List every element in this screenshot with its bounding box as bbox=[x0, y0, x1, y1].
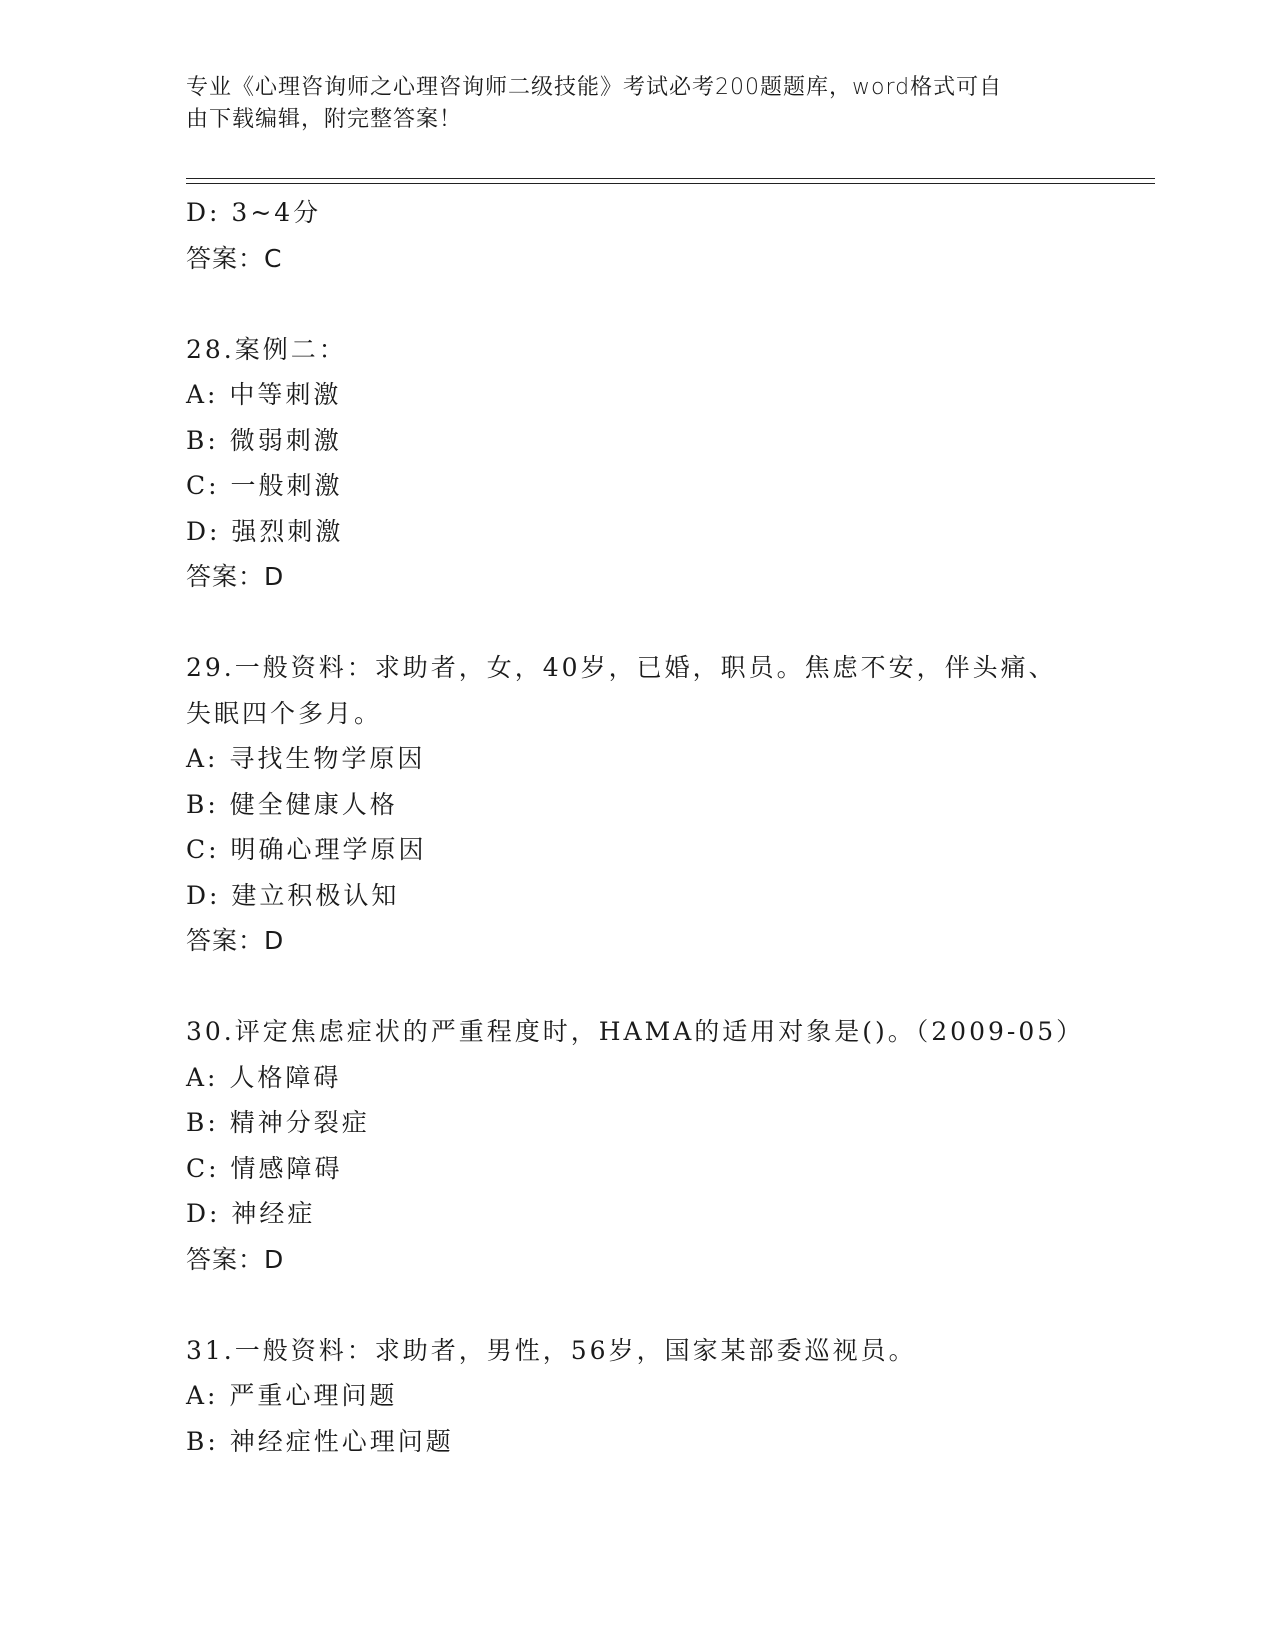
answer: 答案：C bbox=[186, 243, 283, 273]
option-b: B: 健全健康人格 bbox=[186, 789, 398, 819]
document-header bbox=[186, 72, 1066, 136]
option-d: D: 建立积极认知 bbox=[186, 880, 400, 910]
spacer bbox=[186, 964, 1155, 1010]
answer: 答案：D bbox=[186, 926, 285, 955]
header-line-1: 专业《心理咨询师之心理咨询师二级技能》考试必考200题题库，word格式可自 bbox=[186, 75, 1003, 100]
question-28 bbox=[186, 327, 1155, 600]
question-31 bbox=[186, 1328, 1155, 1465]
question-stem: 31.一般资料：求助者，男性，56岁，国家某部委巡视员。 bbox=[186, 1335, 917, 1365]
spacer bbox=[186, 281, 1155, 327]
option-d: D: 神经症 bbox=[186, 1199, 316, 1228]
answer: 答案：D bbox=[186, 1244, 285, 1274]
option-b: B: 精神分裂症 bbox=[186, 1108, 370, 1137]
header-divider-top bbox=[186, 178, 1155, 179]
header-line-2: 由下载编辑，附完整答案！ bbox=[186, 107, 463, 132]
answer: 答案：D bbox=[186, 562, 285, 591]
spacer bbox=[186, 1282, 1155, 1328]
option-b: B: 神经症性心理问题 bbox=[186, 1426, 454, 1456]
option-a: A: 寻找生物学原因 bbox=[186, 744, 426, 773]
spacer bbox=[186, 600, 1155, 646]
question-stem: 28.案例二： bbox=[186, 334, 347, 364]
question-list bbox=[186, 190, 1155, 1464]
option-b: B: 微弱刺激 bbox=[186, 425, 342, 455]
question-stem: 30.评定焦虑症状的严重程度时，HAMA的适用对象是()。（2009-05） bbox=[186, 1017, 1085, 1046]
option-c: C: 明确心理学原因 bbox=[186, 835, 427, 864]
option-a: A: 严重心理问题 bbox=[186, 1381, 398, 1410]
option-d: D: 强烈刺激 bbox=[186, 516, 344, 546]
option-c: C: 情感障碍 bbox=[186, 1153, 343, 1183]
question-29 bbox=[186, 645, 1155, 964]
header-divider-bottom bbox=[186, 183, 1155, 184]
option-c: C: 一般刺激 bbox=[186, 471, 343, 500]
question-30 bbox=[186, 1009, 1155, 1282]
question-stem: 29.一般资料：求助者，女，40岁，已婚，职员。焦虑不安，伴头痛、 bbox=[186, 653, 1057, 682]
option-a: A: 人格障碍 bbox=[186, 1062, 342, 1092]
option-a: A: 中等刺激 bbox=[186, 380, 342, 409]
option-d: D: 3~4分 bbox=[186, 198, 322, 227]
question-stem-continued: 失眠四个多月。 bbox=[186, 698, 383, 728]
